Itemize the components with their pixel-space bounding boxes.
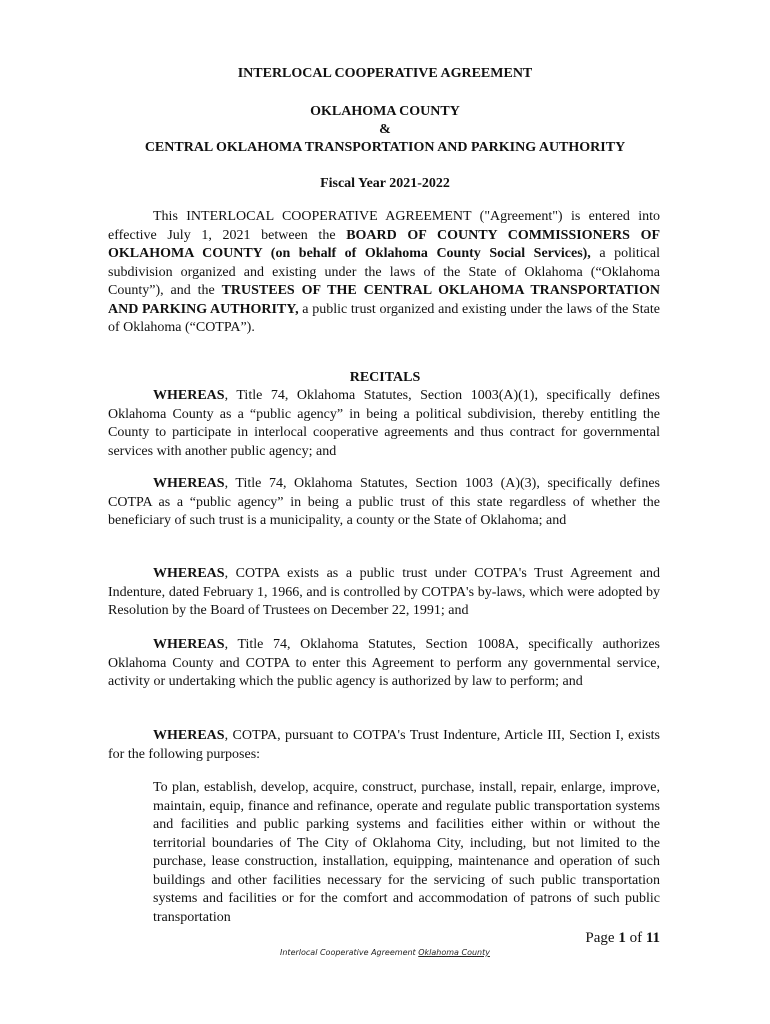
recital-5 xyxy=(108,727,660,764)
intro-paragraph xyxy=(108,208,660,338)
whereas-label: WHEREAS xyxy=(153,476,225,491)
whereas-label: WHEREAS xyxy=(153,637,225,652)
intro-text-3: a public trust organized and existing under the laws of the State of Oklahoma (“COTPA”). xyxy=(108,301,660,335)
whereas-label: WHEREAS xyxy=(153,728,225,743)
intro-bold-trustees: TRUSTEES OF THE CENTRAL OKLAHOMA TRANSPORTATION AND PARKING AUTHORITY, xyxy=(108,283,660,317)
page-of: of xyxy=(625,930,646,946)
recital-5-text: , COTPA, pursuant to COTPA's Trust Indenture, Article III, Section I, exists for the following purposes: xyxy=(108,728,660,762)
recital-4 xyxy=(108,636,660,692)
recital-3-text: , COTPA exists as a public trust under COTPA's Trust Agreement and Indenture, dated February 1, 1966, and is controlled by COTPA's by-laws, which were adopted by Resolution by the Board of Trustees on December 22, 1991; and xyxy=(108,566,660,618)
recital-3 xyxy=(108,565,660,621)
running-footer xyxy=(0,948,770,957)
ampersand-heading: & xyxy=(379,122,391,137)
page-number xyxy=(585,930,660,947)
intro-text-1: This INTERLOCAL COOPERATIVE AGREEMENT ("Agreement") is entered into effective July 1, 2021 between the xyxy=(108,209,660,243)
recital-1-text: , Title 74, Oklahoma Statutes, Section 1003(A)(1), specifically defines Oklahoma County as a “public agency” in being a political subdivision, thereby entitling the County to participate in interlocal cooperative agreements and thus contract for governmental services with another public agency; and xyxy=(108,388,660,459)
recital-4-text: , Title 74, Oklahoma Statutes, Section 1008A, specifically authorizes Oklahoma County and COTPA to enter this Agreement to perform any governmental service, activity or undertaking which the public agency is authorized by law to perform; and xyxy=(108,637,660,689)
recital-1 xyxy=(108,387,660,461)
document-title: INTERLOCAL COOPERATIVE AGREEMENT xyxy=(237,66,533,81)
intro-bold-board: BOARD OF COUNTY COMMISSIONERS OF OKLAHOMA COUNTY (on behalf of Oklahoma County Social Services), xyxy=(108,227,661,261)
recital-2-text: , Title 74, Oklahoma Statutes, Section 1003 (A)(3), specifically defines COTPA as a “public agency” in being a public trust of this state regardless of whether the beneficiary of such trust is a municipality, a county or the State of Oklahoma; and xyxy=(108,476,660,528)
purposes-block-quote: To plan, establish, develop, acquire, construct, purchase, install, repair, enlarge, improve, maintain, equip, finance and refinance, operate and regulate public transportation systems and facilities and public parking systems and facilities either within or without the territorial boundaries of The City of Oklahoma City, including, but not limited to the purchase, lease construction, installation, equipping, maintenance and operation of such buildings and other facilities necessary for the servicing of such public transportation systems and facilities or for the comfort and accommodation of patrons of such public transportation xyxy=(153,780,660,925)
page-label: Page xyxy=(585,930,619,946)
intro-text-2: a political subdivision organized and existing under the laws of the State of Oklahoma (“Oklahoma County”), and the xyxy=(108,246,660,298)
footer-text: Interlocal Cooperative Agreement xyxy=(280,948,419,957)
party-two-heading: CENTRAL OKLAHOMA TRANSPORTATION AND PARKING AUTHORITY xyxy=(144,140,626,155)
party-one-heading: OKLAHOMA COUNTY xyxy=(310,104,460,119)
fiscal-year-heading: Fiscal Year 2021-2022 xyxy=(320,176,450,191)
page-total: 11 xyxy=(645,930,660,946)
recitals-heading: RECITALS xyxy=(349,370,421,385)
whereas-label: WHEREAS xyxy=(153,388,225,403)
page-current: 1 xyxy=(618,930,626,946)
footer-underlined-county: Oklahoma County xyxy=(418,948,490,957)
whereas-label: WHEREAS xyxy=(153,566,225,581)
recital-2 xyxy=(108,475,660,531)
